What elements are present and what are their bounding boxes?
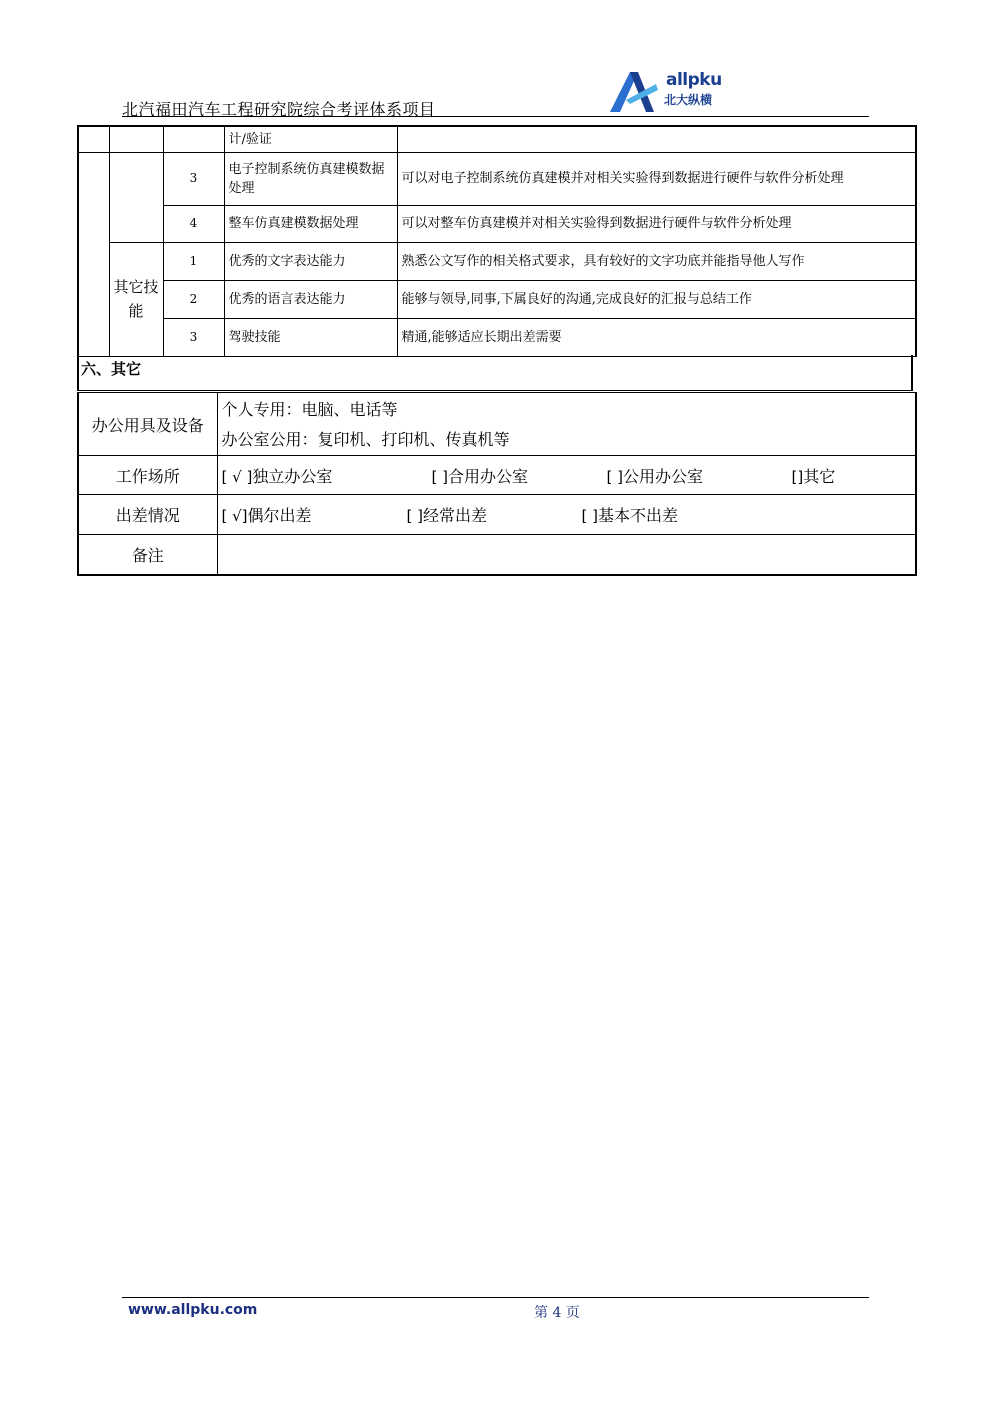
skill-desc: 精通,能够适应长期出差需要 — [397, 318, 916, 356]
table-cell — [163, 126, 224, 152]
checkbox[interactable]: [] — [791, 467, 804, 486]
option-label: 合用办公室 — [447, 466, 528, 486]
skill-number: 1 — [163, 242, 224, 280]
logo-text-cn: 北大纵横 — [664, 93, 713, 107]
table-row — [78, 280, 916, 318]
remarks-value[interactable] — [217, 535, 916, 575]
table-cell — [109, 152, 163, 242]
page-number: 第 4 页 — [534, 1305, 580, 1321]
table-row — [78, 152, 916, 205]
workplace-option-shared[interactable] — [432, 464, 607, 487]
travel-option-frequent[interactable] — [407, 503, 582, 526]
skill-desc: 可以对整车仿真建模并对相关实验得到数据进行硬件与软件分析处理 — [397, 205, 916, 242]
workplace-options — [217, 456, 916, 495]
table-row — [78, 495, 916, 535]
skill-category-other: 其它技能 — [109, 242, 163, 356]
skill-number: 2 — [163, 280, 224, 318]
workplace-option-public[interactable] — [607, 464, 792, 487]
table-row — [78, 126, 916, 152]
footer-divider — [122, 1297, 869, 1298]
option-label: 独立办公室 — [252, 466, 333, 486]
option-label: 偶尔出差 — [247, 506, 312, 525]
skill-name: 电子控制系统仿真建模数据处理 — [224, 152, 397, 205]
remarks-label: 备注 — [78, 535, 217, 575]
skill-number: 3 — [163, 318, 224, 356]
allpku-logo-mark-icon — [608, 70, 666, 114]
checkbox[interactable]: [ ] — [581, 507, 598, 525]
workplace-label: 工作场所 — [78, 456, 217, 495]
checkbox-checked[interactable]: [ √] — [221, 507, 248, 525]
skill-number: 3 — [163, 152, 224, 205]
checkbox[interactable]: [ ] — [431, 467, 448, 486]
logo-text-allpku: allpku — [666, 70, 722, 90]
checkbox[interactable]: [ ] — [606, 467, 623, 486]
skills-table — [77, 125, 917, 357]
equipment-label: 办公用具及设备 — [78, 393, 217, 456]
section-heading-other: 六、其它 — [77, 355, 913, 391]
table-row — [78, 318, 916, 356]
table-row — [78, 242, 916, 280]
skill-desc — [397, 126, 916, 152]
table-row — [78, 205, 916, 242]
document-header-title: 北汽福田汽车工程研究院综合考评体系项目 — [122, 100, 436, 119]
table-cell — [78, 152, 109, 356]
option-label: 基本不出差 — [597, 506, 678, 525]
table-cell — [78, 126, 109, 152]
header-divider — [122, 116, 869, 117]
other-info-table — [77, 392, 917, 576]
table-cell — [109, 126, 163, 152]
checkbox[interactable]: [ ] — [406, 507, 423, 525]
skill-name: 整车仿真建模数据处理 — [224, 205, 397, 242]
checkbox-checked[interactable]: [ √ ] — [221, 467, 253, 486]
table-row — [78, 535, 916, 575]
allpku-logo — [608, 70, 728, 114]
travel-option-rarely[interactable] — [582, 503, 679, 526]
table-row — [78, 393, 916, 456]
skill-name: 优秀的文字表达能力 — [224, 242, 397, 280]
skill-name: 优秀的语言表达能力 — [224, 280, 397, 318]
table-row — [78, 456, 916, 495]
option-label: 公用办公室 — [622, 466, 703, 486]
travel-label: 出差情况 — [78, 495, 217, 535]
option-label: 其它 — [803, 466, 836, 486]
equipment-personal: 个人专用：电脑、电话等 — [221, 400, 398, 419]
skill-desc: 可以对电子控制系统仿真建模并对相关实验得到数据进行硬件与软件分析处理 — [397, 152, 916, 205]
travel-options — [217, 495, 916, 535]
footer-url-link[interactable]: www.allpku.com — [128, 1302, 258, 1318]
workplace-option-independent[interactable] — [222, 464, 432, 487]
skill-name: 驾驶技能 — [224, 318, 397, 356]
option-label: 经常出差 — [422, 506, 487, 525]
workplace-option-other[interactable] — [792, 464, 836, 487]
skill-desc: 能够与领导,同事,下属良好的沟通,完成良好的汇报与总结工作 — [397, 280, 916, 318]
skill-name: 计/验证 — [224, 126, 397, 152]
equipment-shared: 办公室公用：复印机、打印机、传真机等 — [221, 430, 510, 449]
travel-option-occasional[interactable] — [222, 503, 407, 526]
skill-desc: 熟悉公文写作的相关格式要求，具有较好的文字功底并能指导他人写作 — [397, 242, 916, 280]
equipment-value — [217, 393, 916, 456]
skill-number: 4 — [163, 205, 224, 242]
